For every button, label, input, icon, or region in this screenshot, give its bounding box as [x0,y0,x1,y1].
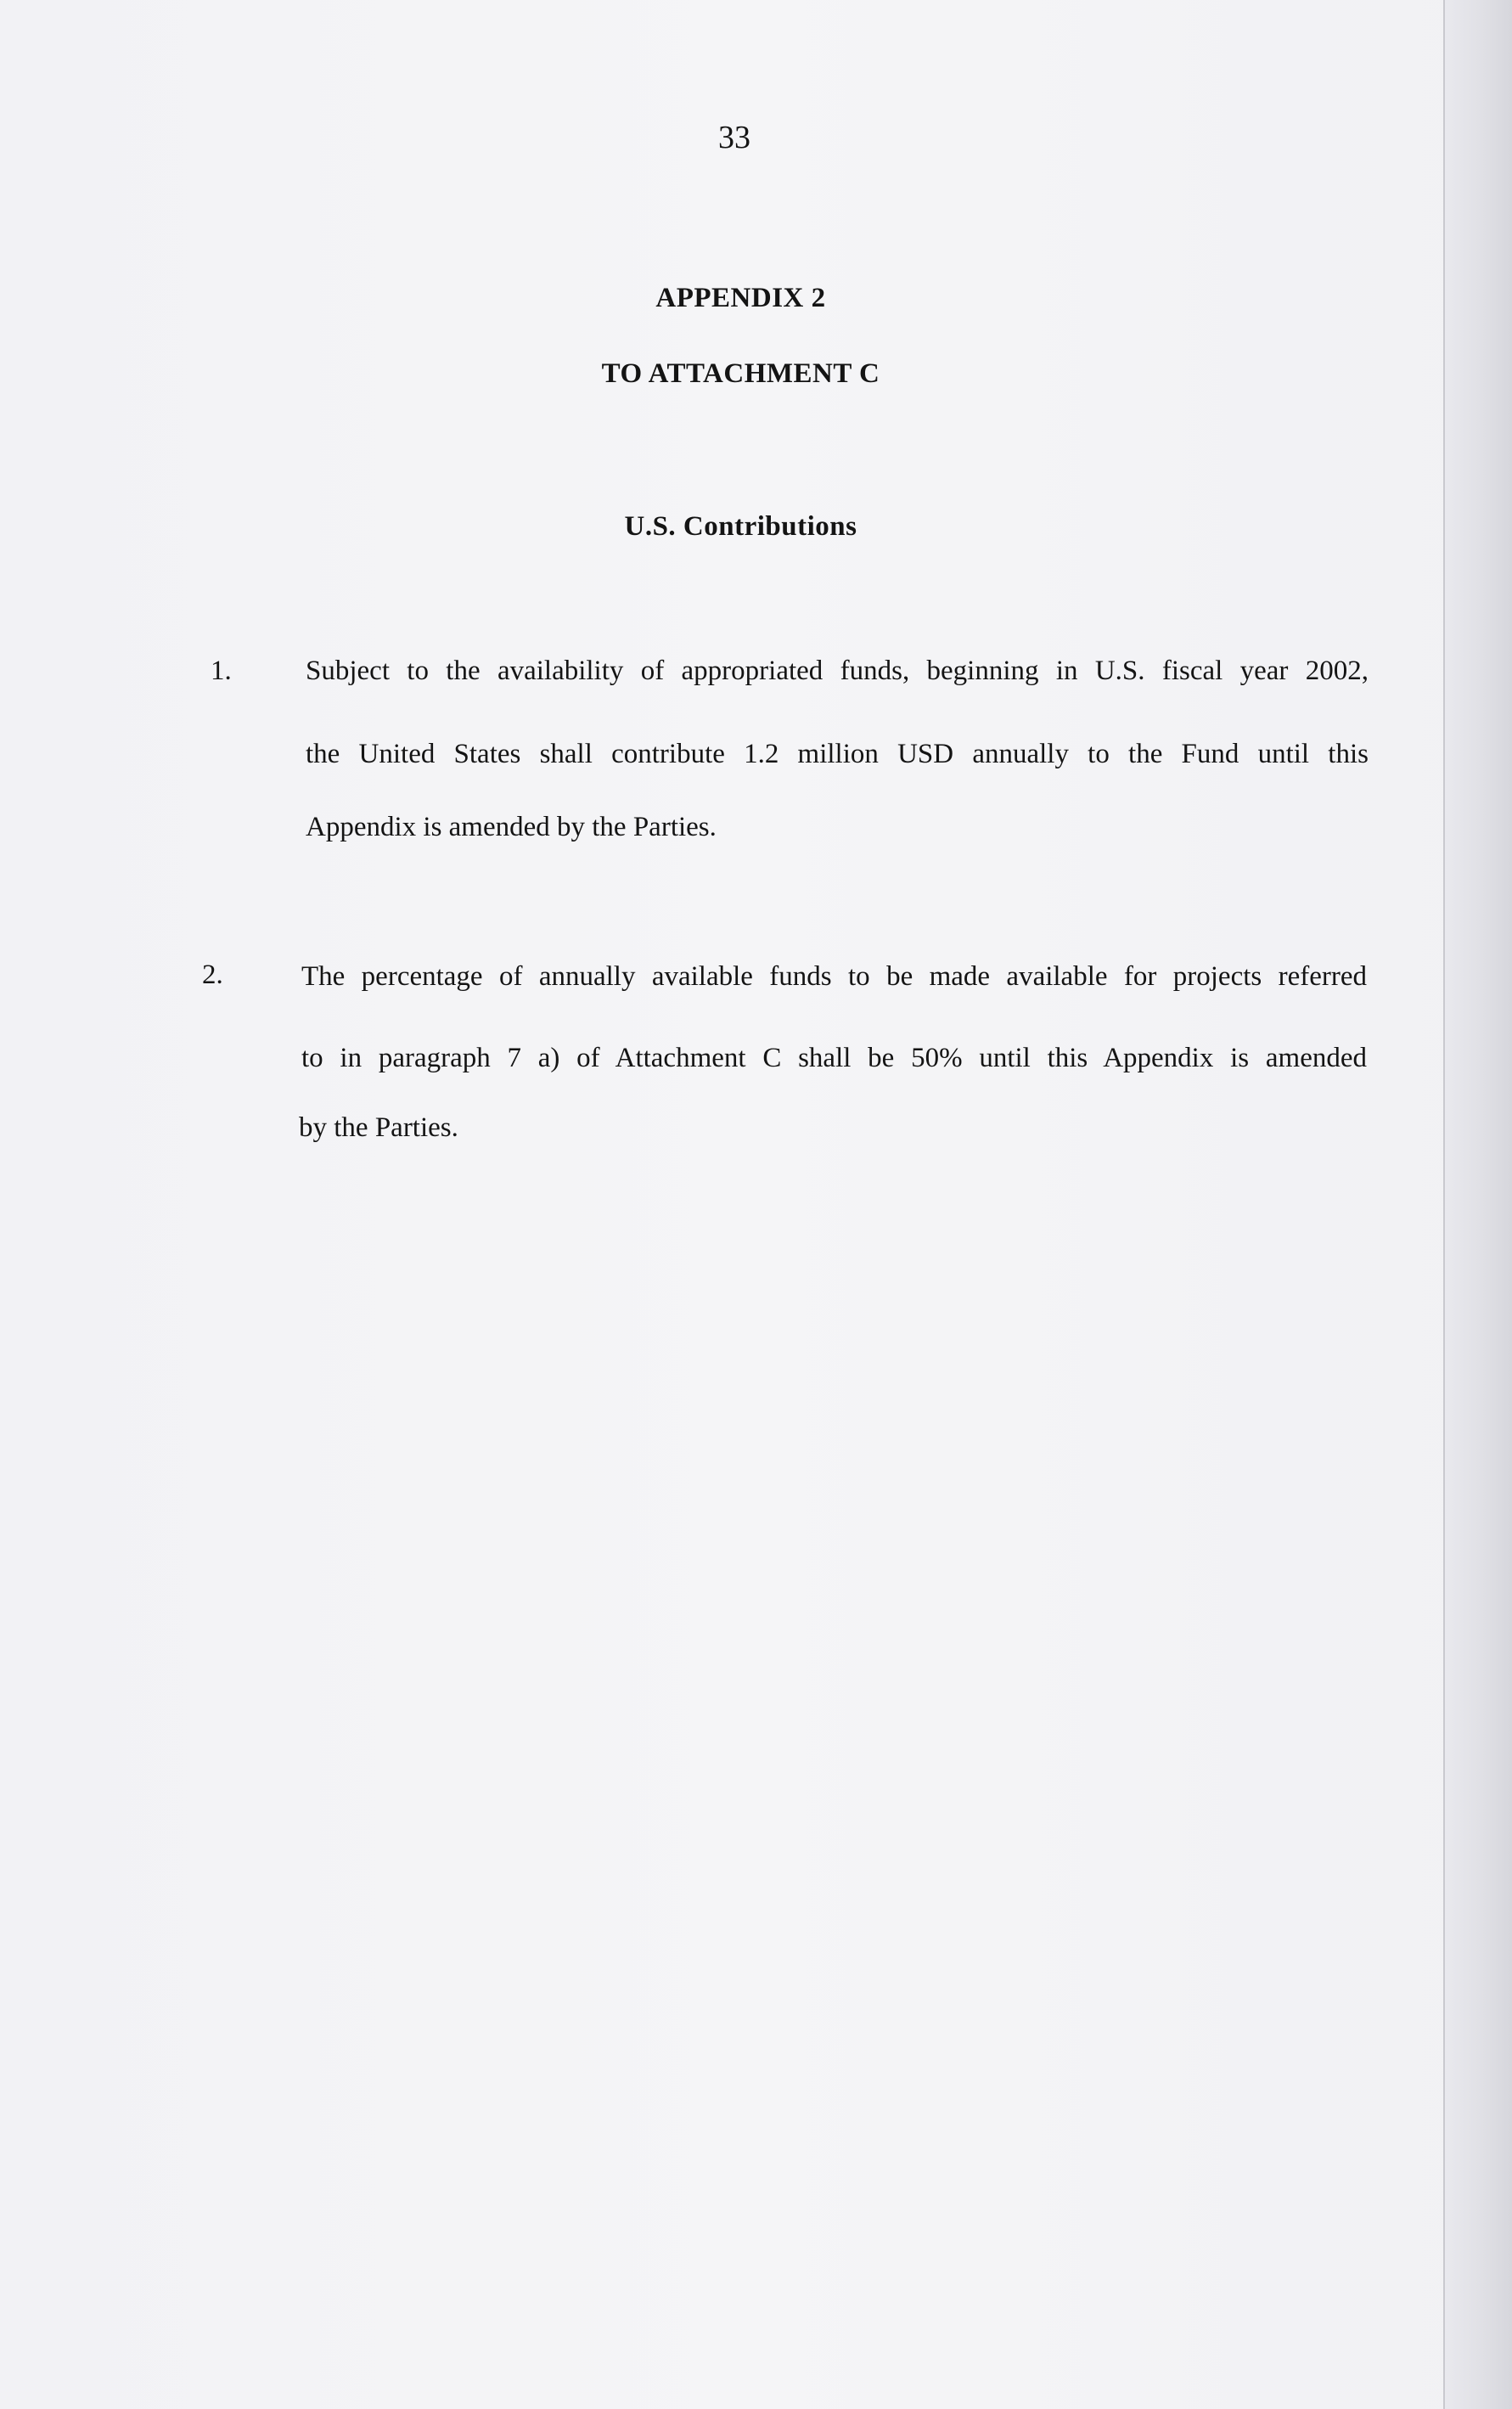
attachment-heading: TO ATTACHMENT C [601,358,880,389]
section-heading: U.S. Contributions [624,511,857,542]
paragraph-line: Subject to the availability of appropriated funds, beginning in U.S. fiscal year 2002, [306,656,1369,686]
paragraph-number: 1. [211,656,232,686]
paragraph-line: by the Parties. [299,1112,458,1143]
page-number: 33 [718,120,750,155]
appendix-heading: APPENDIX 2 [655,283,826,313]
paragraph-line: Appendix is amended by the Parties. [306,812,717,842]
paragraph-number: 2. [202,960,223,990]
paragraph-line: The percentage of annually available funds to be made available for projects referred [301,961,1367,992]
paragraph-line: to in paragraph 7 a) of Attachment C shall be 50% until this Appendix is amended [301,1043,1367,1073]
paragraph-line: the United States shall contribute 1.2 million USD annually to the Fund until this [306,739,1369,769]
